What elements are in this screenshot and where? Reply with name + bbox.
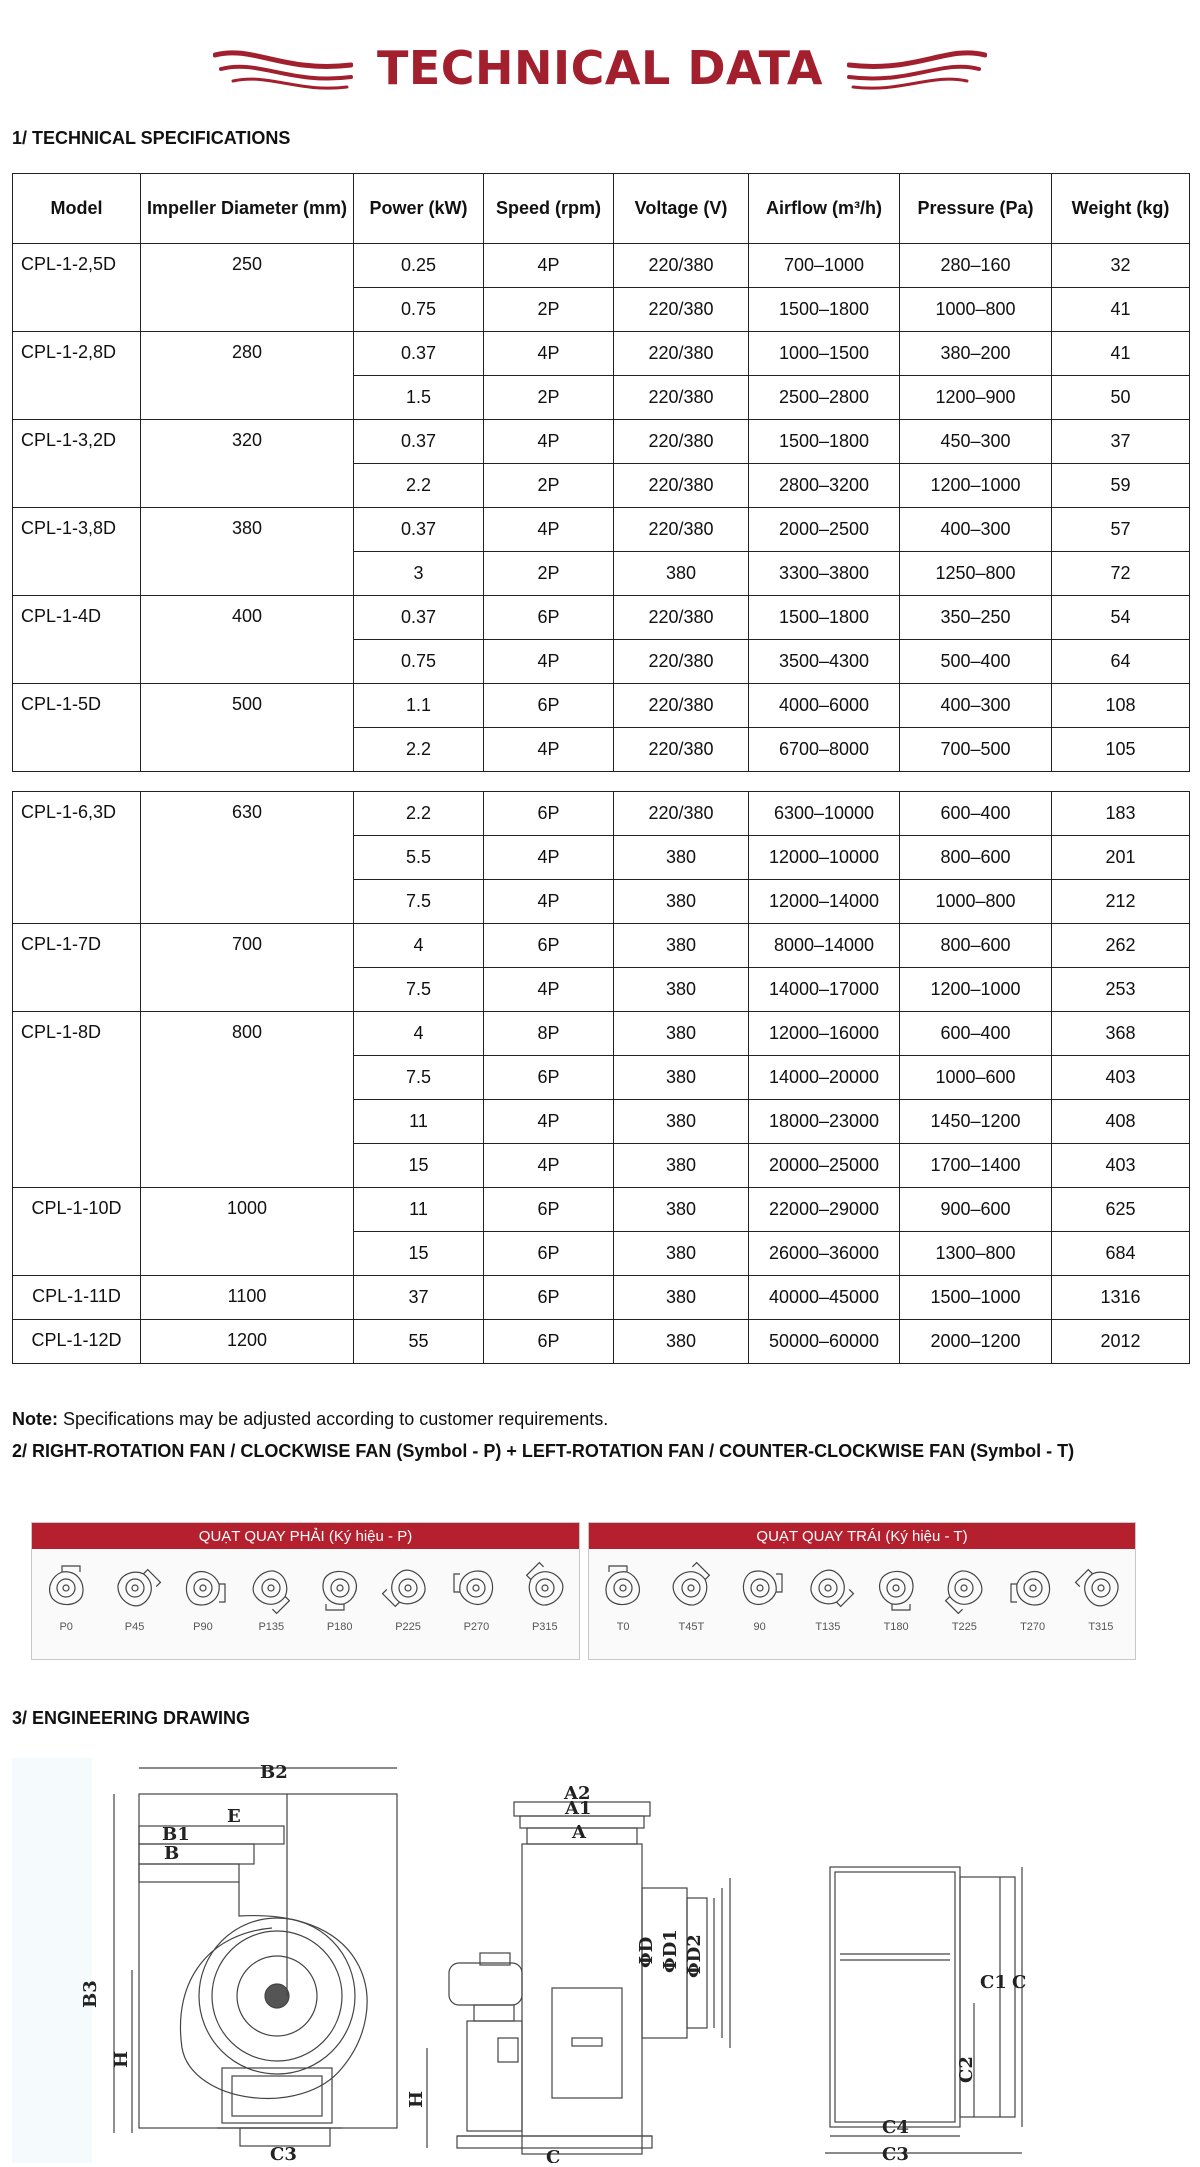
cell-impeller-diameter: 630 bbox=[141, 792, 354, 924]
cell-impeller-diameter: 1100 bbox=[141, 1276, 354, 1320]
cell-speed: 4P bbox=[484, 728, 614, 772]
dim-label-c4: C4 bbox=[882, 2117, 909, 2138]
fan-orientation-icon bbox=[869, 1561, 923, 1615]
rotation-item-label: P225 bbox=[395, 1621, 421, 1633]
cell-speed: 6P bbox=[484, 1056, 614, 1100]
fan-orientation-icon bbox=[313, 1561, 367, 1615]
rotation-item-label: T135 bbox=[815, 1621, 841, 1633]
spec-table-b bbox=[12, 791, 1190, 1364]
cell-power: 0.25 bbox=[354, 244, 484, 288]
cell-airflow: 6700–8000 bbox=[749, 728, 900, 772]
cell-speed: 6P bbox=[484, 684, 614, 728]
cell-airflow: 6300–10000 bbox=[749, 792, 900, 836]
cell-power: 7.5 bbox=[354, 1056, 484, 1100]
cell-voltage: 380 bbox=[614, 552, 749, 596]
cell-impeller-diameter: 250 bbox=[141, 244, 354, 332]
cell-voltage: 220/380 bbox=[614, 792, 749, 836]
cell-speed: 6P bbox=[484, 1276, 614, 1320]
cell-weight: 32 bbox=[1052, 244, 1190, 288]
cell-pressure: 2000–1200 bbox=[900, 1320, 1052, 1364]
dim-label-c2: C2 bbox=[956, 2056, 977, 2083]
cell-pressure: 600–400 bbox=[900, 792, 1052, 836]
cell-pressure: 1450–1200 bbox=[900, 1100, 1052, 1144]
cell-weight: 54 bbox=[1052, 596, 1190, 640]
cell-power: 4 bbox=[354, 1012, 484, 1056]
cell-voltage: 220/380 bbox=[614, 288, 749, 332]
cell-speed: 4P bbox=[484, 1100, 614, 1144]
cell-pressure: 380–200 bbox=[900, 332, 1052, 376]
cell-power: 5.5 bbox=[354, 836, 484, 880]
cell-airflow: 22000–29000 bbox=[749, 1188, 900, 1232]
cell-airflow: 12000–14000 bbox=[749, 880, 900, 924]
dim-label-phi-d2: ΦD2 bbox=[684, 1934, 705, 1978]
cell-weight: 57 bbox=[1052, 508, 1190, 552]
rotation-item-label: P180 bbox=[326, 1621, 353, 1633]
cell-voltage: 220/380 bbox=[614, 640, 749, 684]
rotation-item bbox=[33, 1561, 99, 1633]
cell-pressure: 1200–900 bbox=[900, 376, 1052, 420]
rotation-left-items bbox=[589, 1549, 1135, 1633]
rotation-item-label: P315 bbox=[531, 1621, 558, 1633]
header-pressure: Pressure (Pa) bbox=[900, 174, 1052, 244]
note-label: Note: bbox=[12, 1409, 58, 1429]
rotation-panel-left-title: QUẠT QUAY TRÁI (Ký hiệu - T) bbox=[589, 1523, 1135, 1549]
cell-pressure: 1000–800 bbox=[900, 880, 1052, 924]
cell-airflow: 700–1000 bbox=[749, 244, 900, 288]
header-airflow: Airflow (m³/h) bbox=[749, 174, 900, 244]
cell-voltage: 220/380 bbox=[614, 376, 749, 420]
cell-voltage: 220/380 bbox=[614, 332, 749, 376]
cell-power: 15 bbox=[354, 1232, 484, 1276]
rotation-item bbox=[795, 1561, 861, 1633]
cell-voltage: 380 bbox=[614, 924, 749, 968]
cell-power: 7.5 bbox=[354, 968, 484, 1012]
cell-speed: 4P bbox=[484, 640, 614, 684]
table-row bbox=[13, 1012, 1190, 1056]
cell-airflow: 14000–17000 bbox=[749, 968, 900, 1012]
cell-power: 0.37 bbox=[354, 596, 484, 640]
dim-label-h-front: H bbox=[406, 2090, 427, 2108]
fan-orientation-icon bbox=[1074, 1561, 1128, 1615]
cell-speed: 6P bbox=[484, 924, 614, 968]
cell-pressure: 800–600 bbox=[900, 836, 1052, 880]
cell-weight: 59 bbox=[1052, 464, 1190, 508]
dim-label-a2: A2 bbox=[564, 1783, 591, 1804]
cell-weight: 625 bbox=[1052, 1188, 1190, 1232]
rotation-item-label: 90 bbox=[753, 1621, 766, 1633]
rotation-item bbox=[512, 1561, 578, 1633]
cell-pressure: 1500–1000 bbox=[900, 1276, 1052, 1320]
fan-orientation-icon bbox=[518, 1561, 572, 1615]
fan-orientation-icon bbox=[733, 1561, 787, 1615]
cell-impeller-diameter: 1000 bbox=[141, 1188, 354, 1276]
rotation-item bbox=[590, 1561, 656, 1633]
cell-power: 55 bbox=[354, 1320, 484, 1364]
cell-speed: 4P bbox=[484, 968, 614, 1012]
cell-voltage: 380 bbox=[614, 1232, 749, 1276]
table-row bbox=[13, 684, 1190, 728]
rotation-item-label: T225 bbox=[951, 1621, 977, 1633]
cell-airflow: 1500–1800 bbox=[749, 420, 900, 464]
cell-weight: 2012 bbox=[1052, 1320, 1190, 1364]
rotation-item-label: P135 bbox=[258, 1621, 285, 1633]
cell-weight: 201 bbox=[1052, 836, 1190, 880]
cell-pressure: 1200–1000 bbox=[900, 968, 1052, 1012]
cell-model: CPL-1-3,8D bbox=[13, 508, 141, 596]
cell-weight: 403 bbox=[1052, 1144, 1190, 1188]
cell-voltage: 220/380 bbox=[614, 728, 749, 772]
cell-weight: 262 bbox=[1052, 924, 1190, 968]
cell-speed: 2P bbox=[484, 376, 614, 420]
table-row bbox=[13, 1188, 1190, 1232]
cell-pressure: 600–400 bbox=[900, 1012, 1052, 1056]
rotation-item-label: T45T bbox=[678, 1621, 705, 1633]
header-impeller-diameter: Impeller Diameter (mm) bbox=[141, 174, 354, 244]
cell-weight: 684 bbox=[1052, 1232, 1190, 1276]
rotation-item bbox=[727, 1561, 793, 1633]
cell-speed: 4P bbox=[484, 508, 614, 552]
cell-airflow: 18000–23000 bbox=[749, 1100, 900, 1144]
cell-airflow: 12000–10000 bbox=[749, 836, 900, 880]
cell-weight: 212 bbox=[1052, 880, 1190, 924]
cell-airflow: 14000–20000 bbox=[749, 1056, 900, 1100]
table-row bbox=[13, 596, 1190, 640]
header-model: Model bbox=[13, 174, 141, 244]
cell-power: 11 bbox=[354, 1100, 484, 1144]
table-row bbox=[13, 244, 1190, 288]
cell-voltage: 220/380 bbox=[614, 508, 749, 552]
header-speed: Speed (rpm) bbox=[484, 174, 614, 244]
cell-voltage: 380 bbox=[614, 1320, 749, 1364]
cell-airflow: 20000–25000 bbox=[749, 1144, 900, 1188]
fan-orientation-icon bbox=[937, 1561, 991, 1615]
cell-airflow: 3300–3800 bbox=[749, 552, 900, 596]
cell-model: CPL-1-12D bbox=[13, 1320, 141, 1364]
cell-power: 7.5 bbox=[354, 880, 484, 924]
cell-power: 3 bbox=[354, 552, 484, 596]
fan-orientation-icon bbox=[664, 1561, 718, 1615]
cell-airflow: 3500–4300 bbox=[749, 640, 900, 684]
cell-voltage: 220/380 bbox=[614, 244, 749, 288]
cell-model: CPL-1-5D bbox=[13, 684, 141, 772]
cell-voltage: 380 bbox=[614, 1276, 749, 1320]
rotation-item-label: P45 bbox=[124, 1621, 145, 1633]
cell-model: CPL-1-10D bbox=[13, 1188, 141, 1276]
cell-voltage: 380 bbox=[614, 1056, 749, 1100]
cell-pressure: 500–400 bbox=[900, 640, 1052, 684]
cell-voltage: 380 bbox=[614, 1144, 749, 1188]
cell-airflow: 1500–1800 bbox=[749, 596, 900, 640]
cell-speed: 6P bbox=[484, 1188, 614, 1232]
rotation-panel-left bbox=[588, 1522, 1136, 1660]
spec-table-a bbox=[12, 173, 1190, 772]
cell-speed: 6P bbox=[484, 1320, 614, 1364]
cell-pressure: 900–600 bbox=[900, 1188, 1052, 1232]
cell-weight: 37 bbox=[1052, 420, 1190, 464]
dim-label-b: B bbox=[164, 1843, 180, 1864]
cell-pressure: 700–500 bbox=[900, 728, 1052, 772]
cell-impeller-diameter: 500 bbox=[141, 684, 354, 772]
cell-voltage: 220/380 bbox=[614, 420, 749, 464]
fan-orientation-icon bbox=[801, 1561, 855, 1615]
cell-power: 4 bbox=[354, 924, 484, 968]
cell-impeller-diameter: 1200 bbox=[141, 1320, 354, 1364]
cell-weight: 368 bbox=[1052, 1012, 1190, 1056]
cell-weight: 183 bbox=[1052, 792, 1190, 836]
cell-impeller-diameter: 320 bbox=[141, 420, 354, 508]
cell-weight: 403 bbox=[1052, 1056, 1190, 1100]
cell-pressure: 1700–1400 bbox=[900, 1144, 1052, 1188]
cell-power: 1.1 bbox=[354, 684, 484, 728]
cell-speed: 6P bbox=[484, 792, 614, 836]
title-bar bbox=[0, 36, 1200, 100]
cell-airflow: 40000–45000 bbox=[749, 1276, 900, 1320]
cell-airflow: 4000–6000 bbox=[749, 684, 900, 728]
section-heading-rotation: 2/ RIGHT-ROTATION FAN / CLOCKWISE FAN (Symbol - P) + LEFT-ROTATION FAN / COUNTER-CLOCKWISE FAN (Symbol - T) bbox=[12, 1441, 1075, 1461]
cell-weight: 105 bbox=[1052, 728, 1190, 772]
cell-speed: 4P bbox=[484, 880, 614, 924]
cell-weight: 253 bbox=[1052, 968, 1190, 1012]
cell-model: CPL-1-6,3D bbox=[13, 792, 141, 924]
cell-airflow: 12000–16000 bbox=[749, 1012, 900, 1056]
rotation-item bbox=[1000, 1561, 1066, 1633]
dim-label-a1: A1 bbox=[565, 1798, 592, 1819]
note bbox=[12, 1409, 608, 1430]
cell-airflow: 8000–14000 bbox=[749, 924, 900, 968]
fan-orientation-icon bbox=[596, 1561, 650, 1615]
cell-voltage: 380 bbox=[614, 836, 749, 880]
cell-pressure: 1000–600 bbox=[900, 1056, 1052, 1100]
cell-weight: 108 bbox=[1052, 684, 1190, 728]
cell-pressure: 400–300 bbox=[900, 508, 1052, 552]
cell-voltage: 380 bbox=[614, 1012, 749, 1056]
cell-voltage: 220/380 bbox=[614, 684, 749, 728]
cell-voltage: 220/380 bbox=[614, 596, 749, 640]
cell-speed: 2P bbox=[484, 464, 614, 508]
dim-label-c3-flange: C3 bbox=[882, 2144, 909, 2163]
rotation-item bbox=[375, 1561, 441, 1633]
page-title: TECHNICAL DATA bbox=[377, 41, 823, 95]
cell-weight: 72 bbox=[1052, 552, 1190, 596]
table-row bbox=[13, 792, 1190, 836]
cell-speed: 4P bbox=[484, 1144, 614, 1188]
cell-weight: 408 bbox=[1052, 1100, 1190, 1144]
cell-impeller-diameter: 280 bbox=[141, 332, 354, 420]
cell-model: CPL-1-2,5D bbox=[13, 244, 141, 332]
cell-pressure: 350–250 bbox=[900, 596, 1052, 640]
rotation-item bbox=[931, 1561, 997, 1633]
header-voltage: Voltage (V) bbox=[614, 174, 749, 244]
fan-orientation-icon bbox=[381, 1561, 435, 1615]
swoosh-left-icon bbox=[213, 43, 353, 93]
cell-pressure: 800–600 bbox=[900, 924, 1052, 968]
cell-power: 0.37 bbox=[354, 420, 484, 464]
cell-speed: 8P bbox=[484, 1012, 614, 1056]
cell-weight: 41 bbox=[1052, 288, 1190, 332]
cell-power: 15 bbox=[354, 1144, 484, 1188]
cell-pressure: 280–160 bbox=[900, 244, 1052, 288]
rotation-item-label: T270 bbox=[1020, 1621, 1046, 1633]
cell-pressure: 400–300 bbox=[900, 684, 1052, 728]
fan-orientation-icon bbox=[39, 1561, 93, 1615]
table-row bbox=[13, 1320, 1190, 1364]
cell-airflow: 2000–2500 bbox=[749, 508, 900, 552]
rotation-item-label: P90 bbox=[193, 1621, 213, 1633]
cell-airflow: 1500–1800 bbox=[749, 288, 900, 332]
cell-pressure: 450–300 bbox=[900, 420, 1052, 464]
cell-airflow: 2800–3200 bbox=[749, 464, 900, 508]
cell-weight: 1316 bbox=[1052, 1276, 1190, 1320]
rotation-item bbox=[238, 1561, 304, 1633]
table-header-row bbox=[13, 174, 1190, 244]
dim-label-e: E bbox=[227, 1806, 241, 1827]
cell-speed: 4P bbox=[484, 244, 614, 288]
cell-impeller-diameter: 380 bbox=[141, 508, 354, 596]
table-row bbox=[13, 924, 1190, 968]
dim-label-b1: B1 bbox=[162, 1824, 190, 1845]
cell-pressure: 1200–1000 bbox=[900, 464, 1052, 508]
cell-model: CPL-1-11D bbox=[13, 1276, 141, 1320]
rotation-item-label: P270 bbox=[463, 1621, 490, 1633]
cell-power: 1.5 bbox=[354, 376, 484, 420]
rotation-item bbox=[658, 1561, 724, 1633]
cell-voltage: 380 bbox=[614, 968, 749, 1012]
rotation-item bbox=[170, 1561, 236, 1633]
engineering-drawing-svg bbox=[12, 1758, 1189, 2163]
cell-model: CPL-1-3,2D bbox=[13, 420, 141, 508]
cell-power: 0.37 bbox=[354, 508, 484, 552]
cell-airflow: 2500–2800 bbox=[749, 376, 900, 420]
cell-speed: 4P bbox=[484, 836, 614, 880]
rotation-item-label: T315 bbox=[1088, 1621, 1114, 1633]
rotation-right-items bbox=[32, 1549, 579, 1633]
section-heading-specs: 1/ TECHNICAL SPECIFICATIONS bbox=[12, 128, 291, 148]
swoosh-right-icon bbox=[847, 43, 987, 93]
table-row bbox=[13, 420, 1190, 464]
cell-model: CPL-1-7D bbox=[13, 924, 141, 1012]
cell-speed: 4P bbox=[484, 332, 614, 376]
cell-impeller-diameter: 700 bbox=[141, 924, 354, 1012]
cell-pressure: 1300–800 bbox=[900, 1232, 1052, 1276]
cell-voltage: 380 bbox=[614, 1100, 749, 1144]
cell-power: 0.75 bbox=[354, 288, 484, 332]
rotation-item-label: T0 bbox=[616, 1621, 630, 1633]
dim-label-h: H bbox=[111, 2050, 132, 2068]
cell-power: 2.2 bbox=[354, 728, 484, 772]
cell-power: 11 bbox=[354, 1188, 484, 1232]
fan-orientation-icon bbox=[1006, 1561, 1060, 1615]
cell-power: 0.75 bbox=[354, 640, 484, 684]
dim-label-c-right: C bbox=[1012, 1972, 1027, 1993]
cell-speed: 6P bbox=[484, 596, 614, 640]
rotation-item bbox=[443, 1561, 509, 1633]
cell-speed: 2P bbox=[484, 288, 614, 332]
table-row bbox=[13, 332, 1190, 376]
dim-label-b2: B2 bbox=[260, 1762, 288, 1783]
cell-weight: 41 bbox=[1052, 332, 1190, 376]
rotation-item-label: T180 bbox=[883, 1621, 909, 1633]
cell-airflow: 50000–60000 bbox=[749, 1320, 900, 1364]
header-power: Power (kW) bbox=[354, 174, 484, 244]
cell-impeller-diameter: 800 bbox=[141, 1012, 354, 1188]
rotation-item bbox=[863, 1561, 929, 1633]
table-row bbox=[13, 1276, 1190, 1320]
cell-speed: 6P bbox=[484, 1232, 614, 1276]
fan-orientation-icon bbox=[449, 1561, 503, 1615]
cell-power: 37 bbox=[354, 1276, 484, 1320]
table-row bbox=[13, 508, 1190, 552]
cell-model: CPL-1-2,8D bbox=[13, 332, 141, 420]
section-heading-drawing: 3/ ENGINEERING DRAWING bbox=[12, 1708, 251, 1728]
cell-power: 0.37 bbox=[354, 332, 484, 376]
rotation-item bbox=[307, 1561, 373, 1633]
cell-pressure: 1250–800 bbox=[900, 552, 1052, 596]
dim-label-c1: C1 bbox=[980, 1972, 1007, 1993]
dim-label-c: C bbox=[546, 2147, 561, 2163]
dim-label-phi-d: ΦD bbox=[636, 1936, 657, 1968]
rotation-panel-right bbox=[31, 1522, 580, 1660]
cell-speed: 4P bbox=[484, 420, 614, 464]
cell-model: CPL-1-8D bbox=[13, 1012, 141, 1188]
cell-airflow: 26000–36000 bbox=[749, 1232, 900, 1276]
rotation-item bbox=[102, 1561, 168, 1633]
cell-voltage: 380 bbox=[614, 1188, 749, 1232]
cell-model: CPL-1-4D bbox=[13, 596, 141, 684]
fan-orientation-icon bbox=[108, 1561, 162, 1615]
cell-power: 2.2 bbox=[354, 792, 484, 836]
cell-impeller-diameter: 400 bbox=[141, 596, 354, 684]
cell-power: 2.2 bbox=[354, 464, 484, 508]
rotation-item bbox=[1068, 1561, 1134, 1633]
cell-voltage: 380 bbox=[614, 880, 749, 924]
cell-weight: 64 bbox=[1052, 640, 1190, 684]
engineering-drawing bbox=[12, 1758, 1189, 2163]
rotation-item-label: P0 bbox=[59, 1621, 73, 1633]
dim-label-a: A bbox=[572, 1822, 586, 1843]
fan-orientation-icon bbox=[176, 1561, 230, 1615]
cell-airflow: 1000–1500 bbox=[749, 332, 900, 376]
note-text: Specifications may be adjusted according to customer requirements. bbox=[58, 1409, 609, 1429]
dim-label-phi-d1: ΦD1 bbox=[660, 1929, 681, 1973]
cell-weight: 50 bbox=[1052, 376, 1190, 420]
cell-voltage: 220/380 bbox=[614, 464, 749, 508]
rotation-panel-right-title: QUẠT QUAY PHẢI (Ký hiệu - P) bbox=[32, 1523, 579, 1549]
fan-orientation-icon bbox=[244, 1561, 298, 1615]
dim-label-b3: B3 bbox=[80, 1980, 101, 2008]
dim-label-c3: C3 bbox=[270, 2144, 297, 2163]
cell-pressure: 1000–800 bbox=[900, 288, 1052, 332]
cell-speed: 2P bbox=[484, 552, 614, 596]
header-weight: Weight (kg) bbox=[1052, 174, 1190, 244]
